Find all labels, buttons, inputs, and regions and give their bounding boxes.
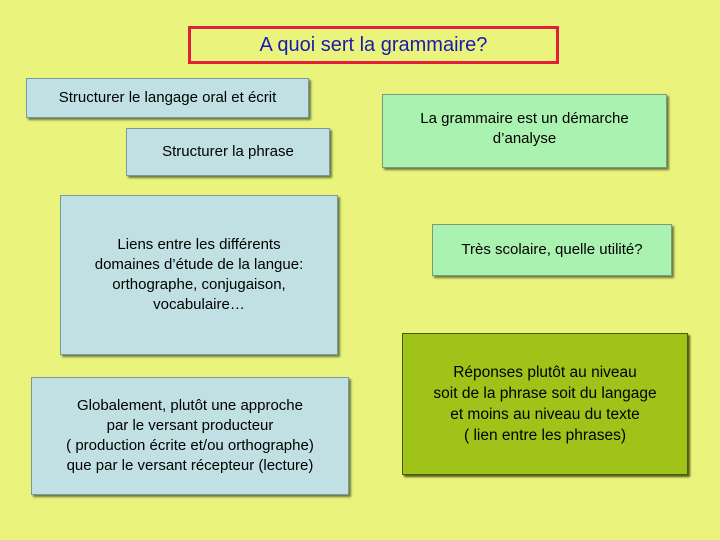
slide-title: A quoi sert la grammaire? [188, 26, 559, 64]
box-structure-sentence: Structurer la phrase [126, 128, 330, 176]
box-links-domains: Liens entre les différents domaines d’étude de la langue: orthographe, conjugaison, vocabulaire… [60, 195, 338, 355]
box-analysis-approach: La grammaire est un démarche d’analyse [382, 94, 667, 168]
box-global-approach: Globalement, plutôt une approche par le versant producteur ( production écrite et/ou orthographe) que par le versant récepteur (lecture) [31, 377, 349, 495]
box-school-utility: Très scolaire, quelle utilité? [432, 224, 672, 276]
box-answers-level: Réponses plutôt au niveau soit de la phrase soit du langage et moins au niveau du texte ( lien entre les phrases) [402, 333, 688, 475]
box-structure-language: Structurer le langage oral et écrit [26, 78, 309, 118]
